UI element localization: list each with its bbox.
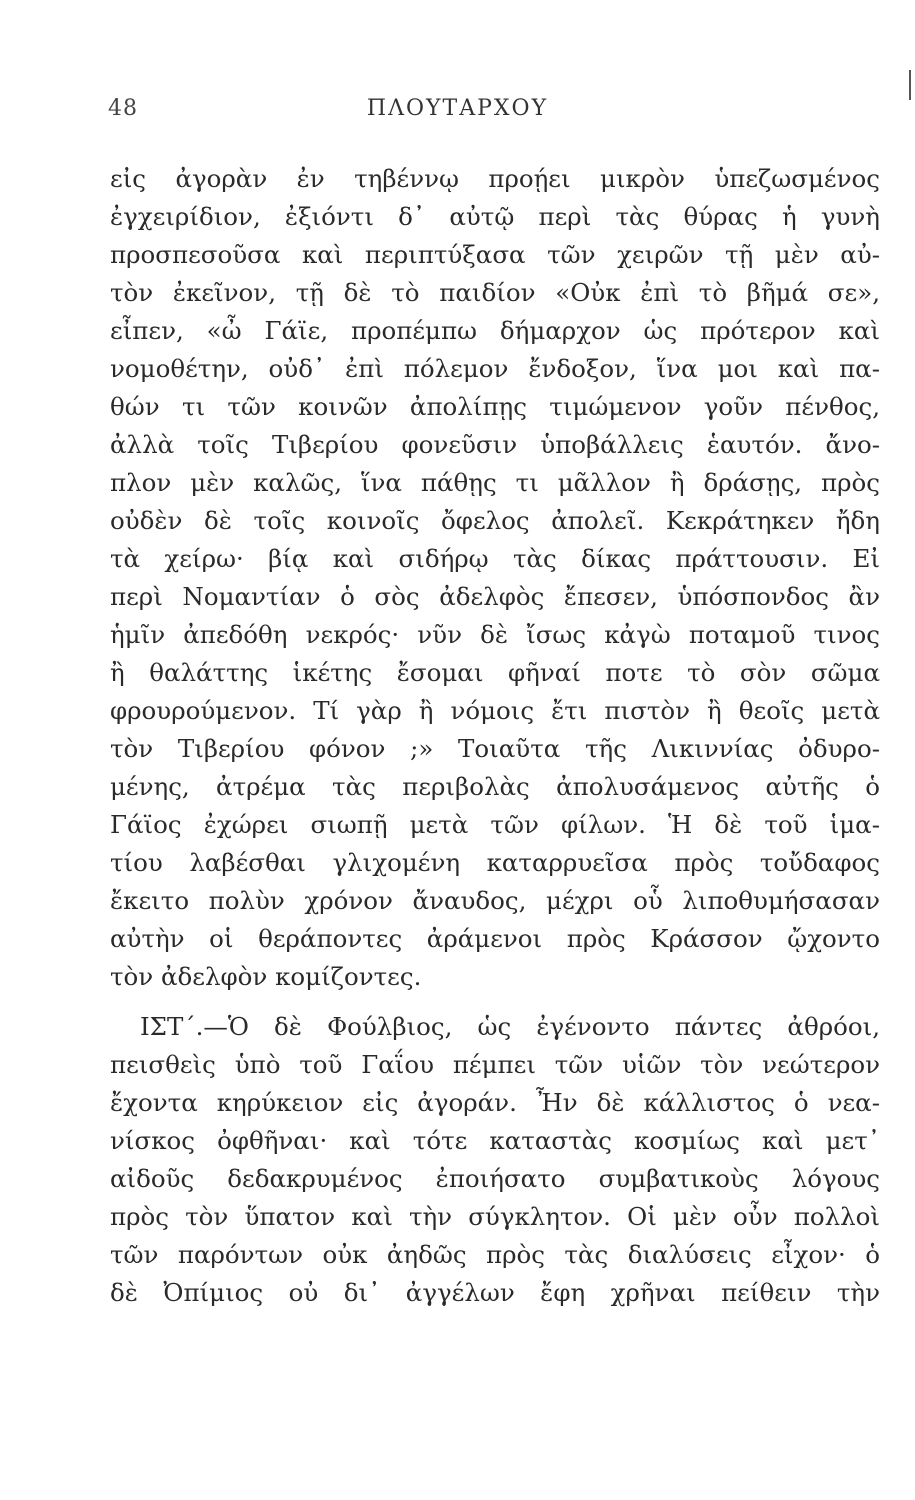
- text-line: εἰς ἀγορὰν ἐν τηβέννῳ προῄει μικρὸν ὑπεζωσμένος: [110, 164, 880, 193]
- text-line: θών τι τῶν κοινῶν ἀπολίπῃς τιμώμενον γοῦν πένθος,: [110, 392, 880, 421]
- text-line: φρουρούμενον. Τί γὰρ ἢ νόμοις ἔτι πιστὸν ἢ θεοῖς μετὰ: [110, 696, 880, 725]
- text-line: τῶν παρόντων οὐκ ἀηδῶς πρὸς τὰς διαλύσεις εἶχον· ὁ: [110, 1240, 880, 1269]
- text-line: πλον μὲν καλῶς, ἵνα πάθῃς τι μᾶλλον ἢ δράσῃς, πρὸς: [110, 468, 880, 497]
- text-line: νομοθέτην, οὐδ᾽ ἐπὶ πόλεμον ἔνδοξον, ἵνα μοι καὶ πα-: [110, 354, 880, 383]
- running-title: ΠΛΟΥΤΑΡΧΟΥ: [366, 96, 549, 121]
- text-line: ἐγχειρίδιον, ἐξιόντι δ᾽ αὐτῷ περὶ τὰς θύρας ἡ γυνὴ: [110, 202, 880, 231]
- text-line: αὐτὴν οἱ θεράποντες ἀράμενοι πρὸς Κράσσον ᾤχοντο: [110, 924, 880, 953]
- page-number: 48: [108, 96, 138, 121]
- text-line: τίου λαβέσθαι γλιχομένη καταρρυεῖσα πρὸς τοὔδαφος: [110, 848, 880, 877]
- text-line: οὐδὲν δὲ τοῖς κοινοῖς ὄφελος ἀπολεῖ. Κεκράτηκεν ἤδη: [110, 506, 880, 535]
- text-line: τὸν ἀδελφὸν κομίζοντες.: [110, 962, 422, 991]
- paragraph-1: [110, 160, 880, 996]
- text-line: τὸν Τιβερίου φόνον ;» Τοιαῦτα τῆς Λικιννίας ὀδυρο-: [110, 734, 880, 763]
- text-line: ἔκειτο πολὺν χρόνον ἄναυδος, μέχρι οὗ λιποθυμήσασαν: [110, 886, 880, 915]
- body-text: [110, 160, 880, 1312]
- text-line: ἡμῖν ἀπεδόθη νεκρός· νῦν δὲ ἴσως κἀγὼ ποταμοῦ τινος: [110, 620, 880, 649]
- text-line: ἔχοντα κηρύκειον εἰς ἀγοράν. Ἦν δὲ κάλλιστος ὁ νεα-: [110, 1088, 880, 1117]
- text-line: δὲ Ὀπίμιος οὐ δι᾽ ἀγγέλων ἔφη χρῆναι πείθειν τὴν: [110, 1278, 880, 1307]
- section-heading-line: ΙΣΤ´.—Ὁ δὲ Φούλβιος, ὡς ἐγένοντο πάντες ἀθρόοι,: [140, 1012, 880, 1041]
- text-line: ἢ θαλάττης ἱκέτης ἔσομαι φῆναί ποτε τὸ σὸν σῶμα: [110, 658, 880, 687]
- text-line: πρὸς τὸν ὕπατον καὶ τὴν σύγκλητον. Οἱ μὲν οὖν πολλοὶ: [110, 1202, 880, 1231]
- text-line: περὶ Νομαντίαν ὁ σὸς ἀδελφὸς ἔπεσεν, ὑπόσπονδος ἂν: [110, 582, 880, 611]
- text-line: εἶπεν, «ὦ Γάϊε, προπέμπω δήμαρχον ὡς πρότερον καὶ: [110, 316, 880, 345]
- paragraph-2: [110, 1008, 880, 1312]
- text-line: ἀλλὰ τοῖς Τιβερίου φονεῦσιν ὑποβάλλεις ἑαυτόν. ἄνο-: [110, 430, 880, 459]
- text-line: νίσκος ὀφθῆναι· καὶ τότε καταστὰς κοσμίως καὶ μετ᾽: [110, 1126, 880, 1155]
- text-line: μένης, ἀτρέμα τὰς περιβολὰς ἀπολυσάμενος αὐτῆς ὁ: [110, 772, 880, 801]
- text-line: αἰδοῦς δεδακρυμένος ἐποιήσατο συμβατικοὺς λόγους: [110, 1164, 880, 1193]
- text-line: προσπεσοῦσα καὶ περιπτύξασα τῶν χειρῶν τῇ μὲν αὐ-: [110, 240, 880, 269]
- text-line: τὰ χείρω· βίᾳ καὶ σιδήρῳ τὰς δίκας πράττουσιν. Εἰ: [110, 544, 880, 573]
- text-line: τὸν ἐκεῖνον, τῇ δὲ τὸ παιδίον «Οὐκ ἐπὶ τὸ βῆμά σε»,: [110, 278, 880, 307]
- text-line: Γάϊος ἐχώρει σιωπῇ μετὰ τῶν φίλων. Ἡ δὲ τοῦ ἱμα-: [110, 810, 880, 839]
- text-line: πεισθεὶς ὑπὸ τοῦ Γαΐου πέμπει τῶν υἱῶν τὸν νεώτερον: [110, 1050, 880, 1079]
- paragraph-gap: [110, 996, 880, 1008]
